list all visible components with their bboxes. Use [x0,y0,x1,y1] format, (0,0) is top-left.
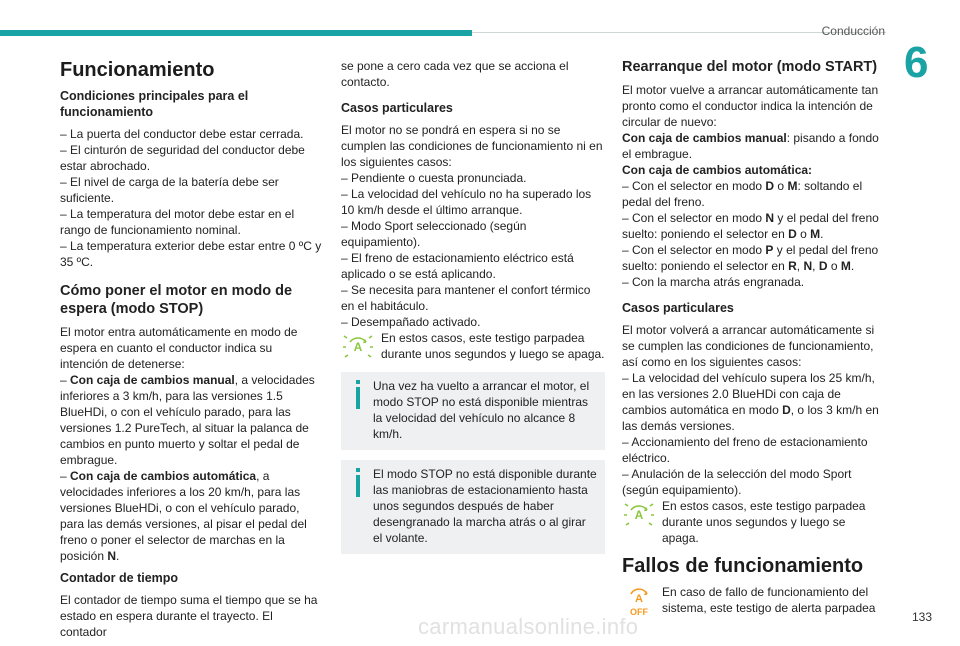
manual-gearbox-text: – Con caja de cambios manual, a velocidades inferiores a 3 km/h, para las versiones 1.5 BlueHDi, o con el vehículo parado, para las versiones 1.2 PureTech, al situar la palanca de cambios en punto muerto y soltar el pedal de embrague. [60,373,315,467]
list-item: – La velocidad del vehículo no ha superado los 10 km/h desde el último arranque. [341,187,592,217]
heading-modo-stop: Cómo poner el motor en modo de espera (modo STOP) [60,283,293,317]
page-number: 133 [911,610,932,624]
warning-note [622,498,884,546]
counter-text: El contador de tiempo suma el tiempo que se ha estado en espera durante el trayecto. El contador [60,593,318,639]
info-text: Una vez ha vuelto a arrancar el motor, el modo STOP no está disponible mientras la velocidad del vehículo no alcance 8 km/h. [373,379,590,441]
manual-gearbox-text: Con caja de cambios manual: pisando a fondo el embrague. [622,131,879,161]
chapter-number: 6 [904,38,929,87]
fault-text: En caso de fallo de funcionamiento del sistema, este testigo de alerta parpadea [662,585,876,615]
list-item: – Accionamiento del freno de estacionamiento eléctrico. [622,435,868,465]
section-title: Conducción [821,24,885,38]
list-item: – La temperatura del motor debe estar en el rango de funcionamiento nominal. [60,207,295,237]
auto-stop-warning-icon [341,330,375,364]
header-accent-bar [0,30,472,36]
svg-text:A: A [353,340,363,354]
auto-stop-off-icon [622,584,656,618]
fault-note [622,584,884,620]
warning-text: En estos casos, este testigo parpadea durante unos segundos y luego se apaga. [662,499,866,545]
list-item: – Desempañado activado. [341,315,481,329]
heading-fallos: Fallos de funcionamiento [622,555,864,577]
svg-text:A: A [635,593,643,605]
auto-gearbox-label: Con caja de cambios automática: [622,163,813,177]
start-intro: El motor vuelve a arrancar automáticamente tan pronto como el conductor indica la intención de circular de nuevo: [622,83,879,129]
cases-intro: El motor volverá a arrancar automáticamente si se cumplen las condiciones de funcionamiento, así como en los siguientes casos: [622,323,875,369]
svg-text:OFF: OFF [630,607,648,617]
cases-list [341,170,605,330]
auto-stop-warning-icon [622,498,656,532]
info-text: El modo STOP no está disponible durante las maniobras de estacionamiento hasta unos segundos después de haber desengranado la marcha atrás o al girar el volante. [373,467,597,545]
list-item: – La puerta del conductor debe estar cerrada. [60,127,304,141]
list-item: – Anulación de la selección del modo Sport (según equipamiento). [622,467,852,497]
list-item: – Modo Sport seleccionado (según equipamiento). [341,219,527,249]
list-item: – Se necesita para mantener el confort térmico en el habitáculo. [341,283,591,313]
heading-casos-particulares: Casos particulares [341,101,453,115]
list-item: – Pendiente o cuesta pronunciada. [341,171,527,185]
heading-funcionamiento: Funcionamiento [60,59,215,81]
heading-modo-start: Rearranque del motor (modo START) [622,59,878,75]
info-icon [349,468,367,496]
list-item: – El freno de estacionamiento eléctrico está aplicado o se está aplicando. [341,251,574,281]
counter-text-cont: se pone a cero cada vez que se acciona el contacto. [341,59,569,89]
list-item: – El cinturón de seguridad del conductor debe estar abrochado. [60,143,305,173]
column-3 [622,58,884,620]
list-item: – Con el selector en modo N y el pedal del freno suelto: poniendo el selector en D o M. [622,211,879,241]
column-1 [60,58,322,646]
list-item: – Con el selector en modo D o M: soltando el pedal del freno. [622,179,863,209]
list-item: – La velocidad del vehículo supera los 25 km/h, en las versiones 2.0 BlueHDi con caja de cambios automática en modo D, o los 3 km/h en las demás versiones. [622,371,879,433]
watermark: carmanualsonline.info [418,614,639,639]
svg-text:A: A [634,508,644,522]
column-2 [341,58,605,564]
conditions-list [60,126,322,270]
list-item: – Con la marcha atrás engranada. [622,275,805,289]
info-icon [349,380,367,408]
stop-intro: El motor entra automáticamente en modo de espera en cuanto el conductor indica su intención de detenerse: [60,325,298,371]
cases-intro: El motor no se pondrá en espera si no se cumplen las condiciones de funcionamiento ni en los siguientes casos: [341,123,603,169]
auto-gearbox-text: – Con caja de cambios automática, a velocidades inferiores a los 20 km/h, para las versiones BlueHDi, o con el vehículo parado, para las demás versiones, al pisar el pedal del freno o poner el selector de marchas en la posición N. [60,469,307,563]
heading-condiciones: Condiciones principales para el funcionamiento [60,89,249,119]
list-item: – La temperatura exterior debe estar entre 0 ºC y 35 ºC. [60,239,322,269]
heading-casos-particulares: Casos particulares [622,301,734,315]
info-box-parking [341,460,605,554]
heading-contador: Contador de tiempo [60,571,179,585]
warning-text: En estos casos, este testigo parpadea durante unos segundos y luego se apaga. [381,331,605,361]
list-item: – Con el selector en modo P y el pedal del freno suelto: poniendo el selector en R, N, D o M. [622,243,879,273]
info-box-speed [341,372,605,450]
warning-note [341,330,605,366]
list-item: – El nivel de carga de la batería debe ser suficiente. [60,175,279,205]
